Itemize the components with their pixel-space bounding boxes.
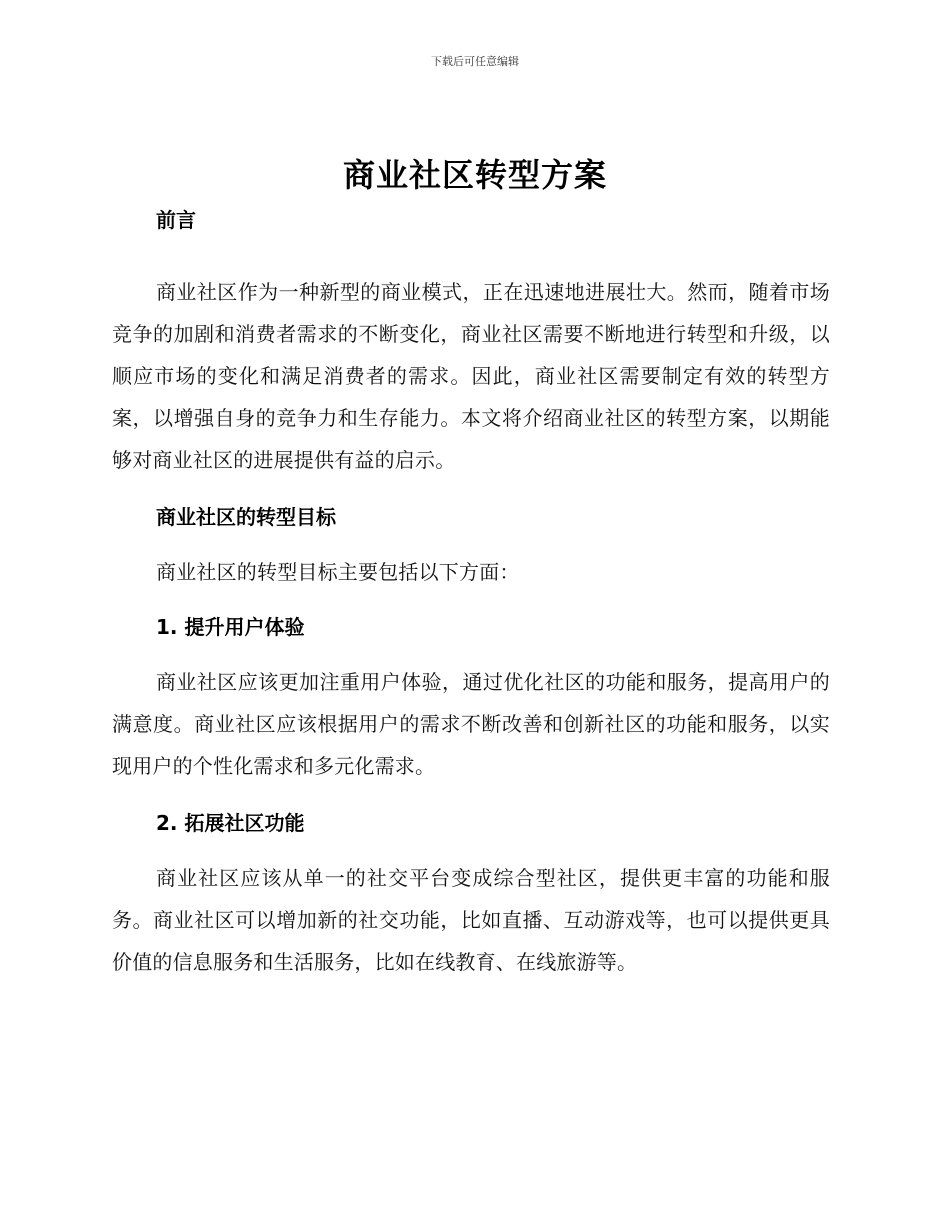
spacer [112, 537, 830, 551]
goal2-heading: 2. 拓展社区功能 [156, 811, 305, 835]
spacer [112, 593, 830, 607]
document-body [112, 200, 830, 983]
preface-heading: 前言 [156, 208, 196, 232]
goals-intro-paragraph: 商业社区的转型目标主要包括以下方面： [156, 560, 520, 584]
spacer [112, 240, 830, 271]
goal1-paragraph: 商业社区应该更加注重用户体验，通过优化社区的功能和服务，提高用户的满意度。商业社区应该根据用户的需求不断改善和创新社区的功能和服务，以实现用户的个性化需求和多元化需求。 [112, 670, 830, 778]
spacer [112, 843, 830, 857]
goal1-heading: 1. 提升用户体验 [156, 615, 305, 639]
goals-heading: 商业社区的转型目标 [156, 505, 336, 529]
spacer [112, 647, 830, 661]
document-title: 商业社区转型方案 [342, 156, 607, 194]
goal2-paragraph: 商业社区应该从单一的社交平台变成综合型社区，提供更丰富的功能和服务。商业社区可以增加新的社交功能，比如直播、互动游戏等，也可以提供更具价值的信息服务和生活服务，比如在线教育、在线旅游等。 [112, 866, 830, 974]
page-header-note: 下载后可任意编辑 [431, 55, 519, 68]
spacer [112, 787, 830, 803]
preface-paragraph: 商业社区作为一种新型的商业模式，正在迅速地进展壮大。然而，随着市场竞争的加剧和消费者需求的不断变化，商业社区需要不断地进行转型和升级，以顺应市场的变化和满足消费者的需求。因此，商业社区需要制定有效的转型方案，以增强自身的竞争力和生存能力。本文将介绍商业社区的转型方案，以期能够对商业社区的进展提供有益的启示。 [112, 280, 830, 472]
spacer [112, 481, 830, 497]
